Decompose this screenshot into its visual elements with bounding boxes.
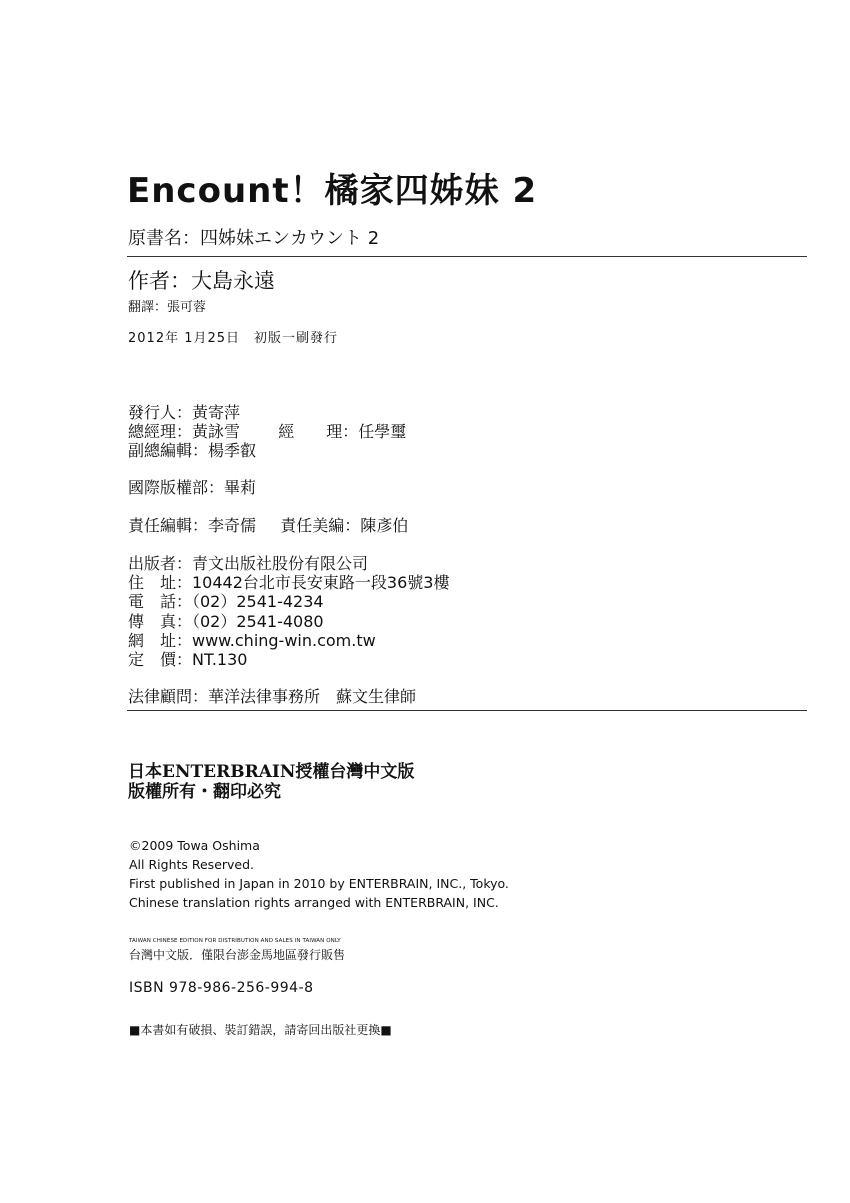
isbn: ISBN 978-986-256-994-8	[129, 980, 314, 996]
rights-dept: 國際版權部：畢莉	[128, 478, 257, 497]
publisher-company: 出版者：青文出版社股份有限公司	[128, 554, 369, 573]
deputy-editor: 副總編輯：楊季叡	[128, 441, 257, 460]
manager: 經 理：任學璽	[278, 422, 407, 441]
license-line-2: 版權所有・翻印必究	[128, 782, 281, 802]
editors-row	[128, 513, 408, 536]
copyright-line: All Rights Reserved.	[129, 857, 255, 872]
original-title: 原書名：四姊妹エンカウント 2	[128, 228, 380, 249]
divider-top	[127, 256, 807, 257]
legal-counsel: 法律顧問：華洋法律事務所 蘇文生律師	[128, 687, 417, 706]
translator: 翻譯：張可蓉	[128, 300, 207, 315]
publisher-fax: 傳 真：（02）2541-4080	[128, 612, 324, 631]
damage-notice: ■本書如有破損、裝訂錯誤，請寄回出版社更換■	[129, 1023, 392, 1037]
publisher-person: 發行人：黃寄萍	[128, 403, 241, 422]
book-title: Encount！橘家四姊妹 2	[127, 171, 538, 211]
license-line-1: 日本ENTERBRAIN授權台灣中文版	[128, 762, 415, 782]
author: 作者：大島永遠	[128, 269, 275, 293]
distribution-en: TAIWAN CHINESE EDITION FOR DISTRIBUTION AND SALES IN TAIWAN ONLY	[129, 938, 341, 944]
distribution-cn: 台灣中文版．僅限台澎金馬地區發行販售	[129, 948, 346, 962]
copyright-line: ©2009 Towa Oshima	[129, 838, 260, 853]
publisher-website: 網 址：www.ching-win.com.tw	[128, 631, 376, 650]
art-editor: 責任美編：陳彥伯	[280, 516, 409, 535]
copyright-line: Chinese translation rights arranged with ENTERBRAIN, INC.	[129, 895, 499, 910]
copyright-line: First published in Japan in 2010 by ENTERBRAIN, INC., Tokyo.	[129, 876, 509, 891]
price: 定 價：NT.130	[128, 650, 248, 669]
publisher-address: 住 址：10442台北市長安東路一段36號3樓	[128, 573, 450, 592]
divider-bottom	[127, 710, 807, 711]
edition-date: 2012年 1月25日 初版一刷發行	[128, 331, 339, 346]
publisher-phone: 電 話：（02）2541-4234	[128, 592, 324, 611]
general-manager: 總經理：黃詠雪	[128, 422, 241, 441]
editor: 責任編輯：李奇儒	[128, 516, 257, 535]
